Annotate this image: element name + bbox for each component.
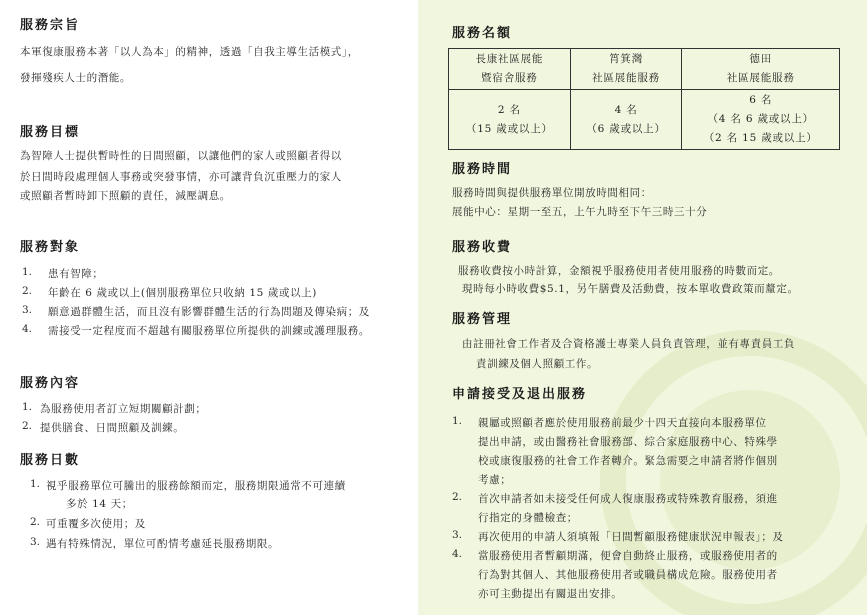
objective-line-1: 為智障人士提供暫時性的日間照顧，以讓他們的家人或照顧者得以	[20, 150, 342, 162]
application-item-3-line-1: 再次使用的申請人須填報「日間暫顧服務健康狀況申報表」；及	[478, 531, 784, 543]
target-heading: 服務對象	[20, 240, 81, 255]
target-num-2: 2.	[22, 285, 33, 297]
application-heading: 申請接受及退出服務	[452, 387, 588, 402]
application-num-3: 3.	[452, 529, 463, 541]
application-item-1-line-2: 提出申請，或由醫務社會服務部、綜合家庭服務中心、特殊學	[478, 436, 778, 448]
purpose-heading: 服務宗旨	[20, 18, 81, 33]
days-item-2: 可重覆多次使用；及	[46, 518, 146, 530]
target-item-2: 年齡在 6 歲或以上(個別服務單位只收納 15 歲或以上)	[48, 287, 317, 299]
application-item-4-line-1: 當服務使用者暫顧期滿，便會自動終止服務，或服務使用者的	[478, 550, 778, 562]
quota-value-cell: 2 名 （15 歲或以上）	[449, 90, 571, 150]
quota-header-cell: 筲箕灣 社區展能服務	[570, 49, 682, 90]
application-num-1: 1.	[452, 415, 463, 427]
quota-header-cell: 長康社區展能 暨宿舍服務	[449, 49, 571, 90]
hours-line-1: 服務時間與提供服務單位開放時間相同：	[452, 187, 652, 199]
application-item-2-line-1: 首次申請者如未接受任何成人復康服務或特殊教育服務，須進	[478, 493, 778, 505]
purpose-line-2: 發揮殘疾人士的潛能。	[20, 72, 131, 84]
quota-value-row	[449, 90, 840, 150]
application-item-4-line-3: 亦可主動提出有關退出安排。	[478, 588, 623, 600]
days-num-1: 1.	[30, 478, 41, 490]
target-item-1: 患有智障；	[48, 268, 104, 280]
objective-line-2: 於日間時段處理個人事務或突發事情，亦可讓背負沉重壓力的家人	[20, 171, 342, 183]
application-item-1-line-1: 親屬或照顧者應於使用服務前最少十四天直接向本服務單位	[478, 417, 767, 429]
application-num-2: 2.	[452, 491, 463, 503]
content-heading: 服務內容	[20, 376, 81, 391]
days-heading: 服務日數	[20, 453, 81, 468]
content-num-1: 1.	[22, 401, 33, 413]
management-line-2: 責訓練及個人照顧工作。	[476, 358, 599, 370]
days-num-2: 2.	[30, 516, 41, 528]
quota-table	[448, 48, 840, 150]
objective-line-3: 或照顧者暫時卸下照顧的責任，減壓調息。	[20, 190, 231, 202]
quota-value-cell: 4 名 （6 歲或以上）	[570, 90, 682, 150]
content-item-2: 提供膳食、日間照顧及訓練。	[40, 422, 185, 434]
days-item-1: 視乎服務單位可騰出的服務餘額而定，服務期限通常不可連續	[46, 480, 346, 492]
objective-heading: 服務目標	[20, 125, 81, 140]
hours-heading: 服務時間	[452, 162, 513, 177]
application-num-4: 4.	[452, 548, 463, 560]
target-num-1: 1.	[22, 266, 33, 278]
quota-value-cell: 6 名 （4 名 6 歲或以上） （2 名 15 歲或以上）	[682, 90, 840, 150]
content-item-1: 為服務使用者訂立短期關顧計劃；	[40, 403, 207, 415]
fees-line-1: 服務收費按小時計算，金額視乎服務使用者使用服務的時數而定。	[458, 265, 780, 277]
target-item-3: 願意過群體生活，而且沒有影響群體生活的行為問題及傳染病；及	[48, 306, 370, 318]
target-num-4: 4.	[22, 323, 33, 335]
management-line-1: 由註冊社會工作者及合資格護士專業人員負責管理，並有專責員工負	[462, 338, 795, 350]
fees-line-2: 現時每小時收費$5.1，另午膳費及活動費，按本單收費政策而釐定。	[462, 283, 799, 295]
quota-header-cell: 德田 社區展能服務	[682, 49, 840, 90]
days-num-3: 3.	[30, 536, 41, 548]
hours-line-2: 展能中心：星期一至五，上午九時至下午三時三十分	[452, 206, 708, 218]
content-num-2: 2.	[22, 420, 33, 432]
application-item-1-line-3: 校或康復服務的社會工作者轉介。緊急需要之申請者將作個別	[478, 455, 778, 467]
target-num-3: 3.	[22, 304, 33, 316]
quota-header-row	[449, 49, 840, 90]
purpose-line-1: 本軍復康服務本著「以人為本」的精神，透過「自我主導生活模式」，	[20, 46, 359, 58]
application-item-4-line-2: 行為對其個人、其他服務使用者或職員構成危險。服務使用者	[478, 569, 778, 581]
application-item-1-line-4: 考慮；	[478, 474, 512, 486]
fees-heading: 服務收費	[452, 240, 513, 255]
target-item-4: 需接受一定程度而不超越有關服務單位所提供的訓練或護理服務。	[48, 325, 370, 337]
quota-heading: 服務名額	[452, 26, 513, 41]
days-item-3: 遇有特殊情況，單位可酌情考慮延長服務期限。	[46, 538, 280, 550]
days-item-1-cont: 多於 14 天；	[66, 498, 133, 510]
application-item-2-line-2: 行指定的身體檢查；	[478, 512, 578, 524]
management-heading: 服務管理	[452, 312, 513, 327]
